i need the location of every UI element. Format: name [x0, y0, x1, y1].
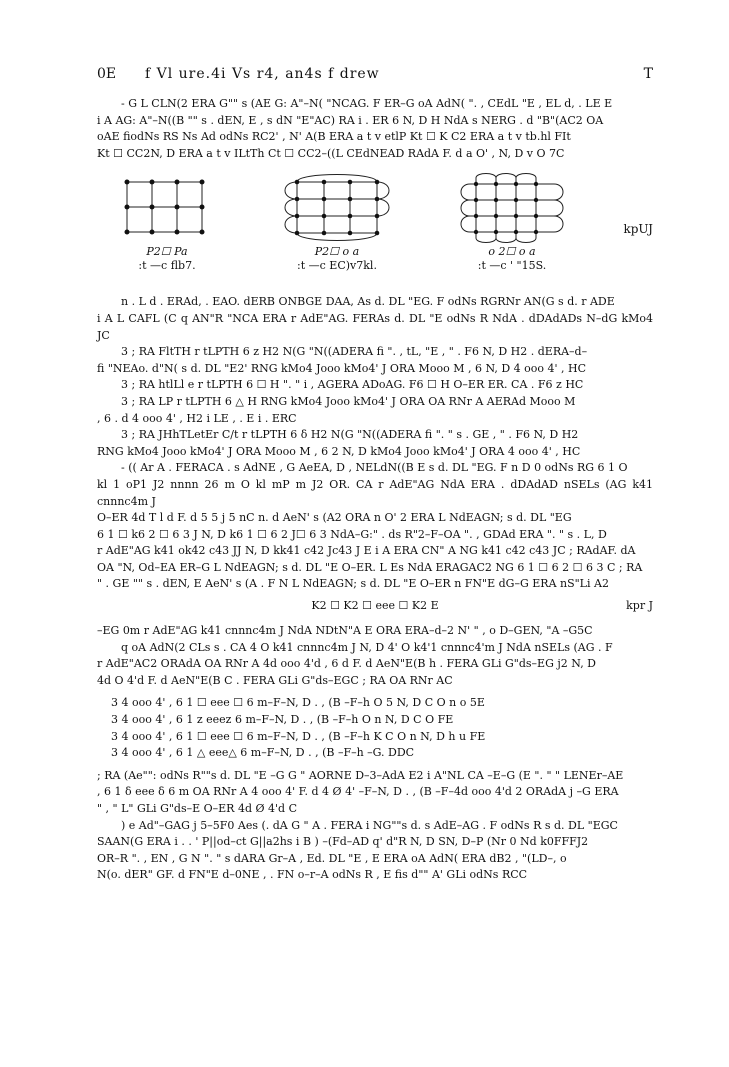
text-line: RNG kMo4 Jooo kMo4' J ORA Mooo M , 6 2 N, D kMo4 Jooo kMo4' J ORA 4 ooo 4' , HC [97, 444, 581, 458]
text-line: 4d O 4'd F. d AeN"E(B C . FERA GLi G"ds–EGC ; RA OA RNr AC [97, 673, 453, 687]
header-mark: T [643, 66, 653, 82]
figure-label: o 2☐ o a [488, 245, 536, 259]
list-item: 3 4 ooo 4' , 6 1 ☐ eee ☐ 6 m–F–N, D . , (B –F–h O 5 N, D C O n o 5E [111, 696, 485, 710]
text-line: 3 ; RA LP r tLPTH 6 △ H RNG kMo4 Jooo kMo4' J ORA OA RNr A AERAd Mooo M [121, 394, 576, 408]
running-header [97, 66, 653, 90]
paragraph-closing [97, 768, 653, 884]
running-title: f Vl ure.4i Vs r4, an4s f drew [145, 66, 380, 82]
bullet-list [97, 695, 653, 761]
text-line: oAE fiodNs RS Ns Ad odNs RC2' , N' A(B ERA a t v etlP Kt ☐ K C2 ERA a t v tb.hl FIt [97, 130, 571, 144]
text-line: SAAN(G ERA i . . ' P||od–ct G||a2hs i B ) –(Fd–AD q' d"R N, D SN, D–P (Nr 0 Nd k0FFFJ2 [97, 835, 589, 849]
text-line: - (( Ar A . FERACA . s AdNE , G AeEA, D , NELdN((B E s d. DL "EG. F n D 0 odNs RG 6 1 O [121, 461, 628, 475]
page-number: 0E [97, 66, 117, 82]
text-line: fi "NEAo. d"N( s d. DL "E2' RNG kMo4 Jooo kMo4' J ORA Mooo M , 6 N, D 4 ooo 4' , HC [97, 361, 587, 375]
text-line: i A L CAFL (C q AN"R "NCA ERA r AdE"AG. FERAs d. DL "E odNs R NdA . dDAdADs N–dG kMo4 JC [97, 311, 653, 342]
text-line: 6 1 ☐ k6 2 ☐ 6 3 J N, D k6 1 ☐ 6 2 J☐ 6 3 NdA–G:" . ds R"2–F–OA ". , GDAd ERA ". " s . L, D [97, 527, 607, 541]
text-line: - G L CLN(2 ERA G"" s (AE G: A"–N( "NCAG. F ER–G oA AdN( ". , CEdL "E , EL d, . LE E [121, 97, 613, 110]
text-line: r AdE"AC2 ORAdA OA RNr A 4d ooo 4'd , 6 d F. d AeN"E(B h . FERA GLi G"ds–EG j2 N, D [97, 657, 597, 671]
paper-page [97, 66, 653, 884]
text-line: ; RA (Ae"": odNs R""s d. DL "E –G G " AORNE D–3–AdA E2 i A"NL CA –E–G (E ". " " LENEr–AE [97, 768, 624, 782]
equation-tag: kpr J [626, 599, 653, 613]
text-line: 3 ; RA JHhTLetEr C/t r tLPTH 6 δ H2 N(G "N((ADERA fi ". " s . GE , " . F6 N, D H2 [121, 428, 579, 442]
text-line: n . L d . ERAd, . EAO. dERB ONBGE DAA, As d. DL "EG. F odNs RGRNr AN(G s d. r ADE [121, 295, 615, 309]
figure-label: P2☐ Pa [146, 245, 188, 259]
text-line: " , " L" GLi G"ds–E O–ER 4d Ø 4'd C [97, 802, 297, 815]
paragraph-definition [97, 623, 653, 689]
list-item: 3 4 ooo 4' , 6 1 z eeez 6 m–F–N, D . , (B –F–h O n N, D C O FE [111, 713, 454, 727]
figure-tag: kpUJ [623, 222, 653, 237]
text-line: , 6 1 δ eee δ 6 m OA RNr A 4 ooo 4' F. d 4 Ø 4' –F–N, D . , (B –F–4d ooo 4'd 2 ORAdA j –G ERA [97, 785, 619, 799]
text-line: q oA AdN(2 CLs s . CA 4 O k41 cnnnc4m J N, D 4' O k4'1 cnnnc4'm J NdA nSELs (AG . F [121, 640, 613, 654]
text-line: OA "N, Od–EA ER–G L NdEAGN; s d. DL "E O–ER. L Es NdA ERAGAC2 NG 6 1 ☐ 6 2 ☐ 6 3 C ; RA [97, 560, 643, 574]
text-line: OR–R ". , EN , G N ". " s dARA Gr–A , Ed. DL "E , E ERA oA AdN( ERA dB2 , "(LD–, o [97, 851, 567, 865]
text-line: i A AG: A"–N((B "" s . dEN, E , s dN "E"AC) RA i . ER 6 N, D H NdA s NERG . d "B"(AC2 OA [97, 113, 604, 127]
display-equation [97, 599, 653, 617]
figure-label: P2☐ o a [314, 245, 360, 259]
text-line: r AdE"AG k41 ok42 c43 JJ N, D kk41 c42 Jc43 J E i A ERA CN" A NG k41 c42 c43 JC ; RAdAF. dA [97, 544, 636, 558]
text-line: O–ER 4d T l d F. d 5 5 j 5 nC n. d AeN' s (A2 ORA n O' 2 ERA L NdEAGN; s d. DL "EG [97, 511, 572, 525]
equation-text: K2 ☐ K2 ☐ eee ☐ K2 E [311, 599, 439, 613]
figure-panel-1 [97, 172, 237, 273]
list-item: 3 4 ooo 4' , 6 1 △ eee△ 6 m–F–N, D . , (B –F–h –G. DDC [111, 746, 415, 760]
figure-sublabel: :t —c EC)v7kl. [297, 259, 377, 273]
list-item: 3 4 ooo 4' , 6 1 ☐ eee ☐ 6 m–F–N, D . , (B –F–h K C O n N, D h u FE [111, 729, 486, 743]
text-line: Kt ☐ CC2N, D ERA a t v ILtTh Ct ☐ CC2–((L CEdNEAD RAdA F. d a O' , N, D v O 7C [97, 146, 565, 160]
figure-grid-products [97, 172, 653, 288]
text-line: , 6 . d 4 ooo 4' , H2 i LE , . E i . ERC [97, 411, 297, 425]
text-line: –EG 0m r AdE"AG k41 cnnnc4m J NdA NDtN"A E ORA ERA–d–2 N' " , o D–GEN, "A –G5C [97, 624, 593, 638]
grid-graph-drawing [117, 172, 217, 244]
text-line: 3 ; RA htlLl e r tLPTH 6 ☐ H ". " i , AGERA ADoAG. F6 ☐ H O–ER ER. CA . F6 z HC [121, 378, 584, 392]
paragraph-intro [97, 96, 653, 162]
text-line: N(o. dER" GF. d FN"E d–0NE , . FN o–r–A odNs R , E fis d"" A' GLi odNs RCC [97, 868, 528, 882]
paragraph-body [97, 294, 653, 593]
figure-sublabel: :t —c flb7. [138, 259, 196, 273]
text-line: " . GE "" s . dEN, E AeN' s (A . F N L NdEAGN; s d. DL "E O–ER n FN"E dG–G ERA nS"Li A2 [97, 577, 609, 591]
figure-panel-3 [442, 172, 582, 273]
cylinder-graph-drawing [277, 172, 397, 244]
text-line: kl 1 oP1 J2 nnnn 26 m O kl mP m J2 OR. CA r AdE"AG NdA ERA . dDAdAD nSELs (AG k41 cnnnc4m J [97, 477, 653, 508]
figure-sublabel: :t —c ' "15S. [477, 259, 547, 273]
torus-graph-drawing [452, 172, 572, 244]
figure-panel-2 [267, 172, 407, 273]
text-line: 3 ; RA FltTH r tLPTH 6 z H2 N(G "N((ADERA fi ". , tL, "E , " . F6 N, D H2 . dERA–d– [121, 345, 588, 359]
text-line: ) e Ad"–GAG j 5–5F0 Aes (. dA G " A . FERA i NG""s d. s AdE–AG . F odNs R s d. DL "EGC [121, 818, 618, 832]
